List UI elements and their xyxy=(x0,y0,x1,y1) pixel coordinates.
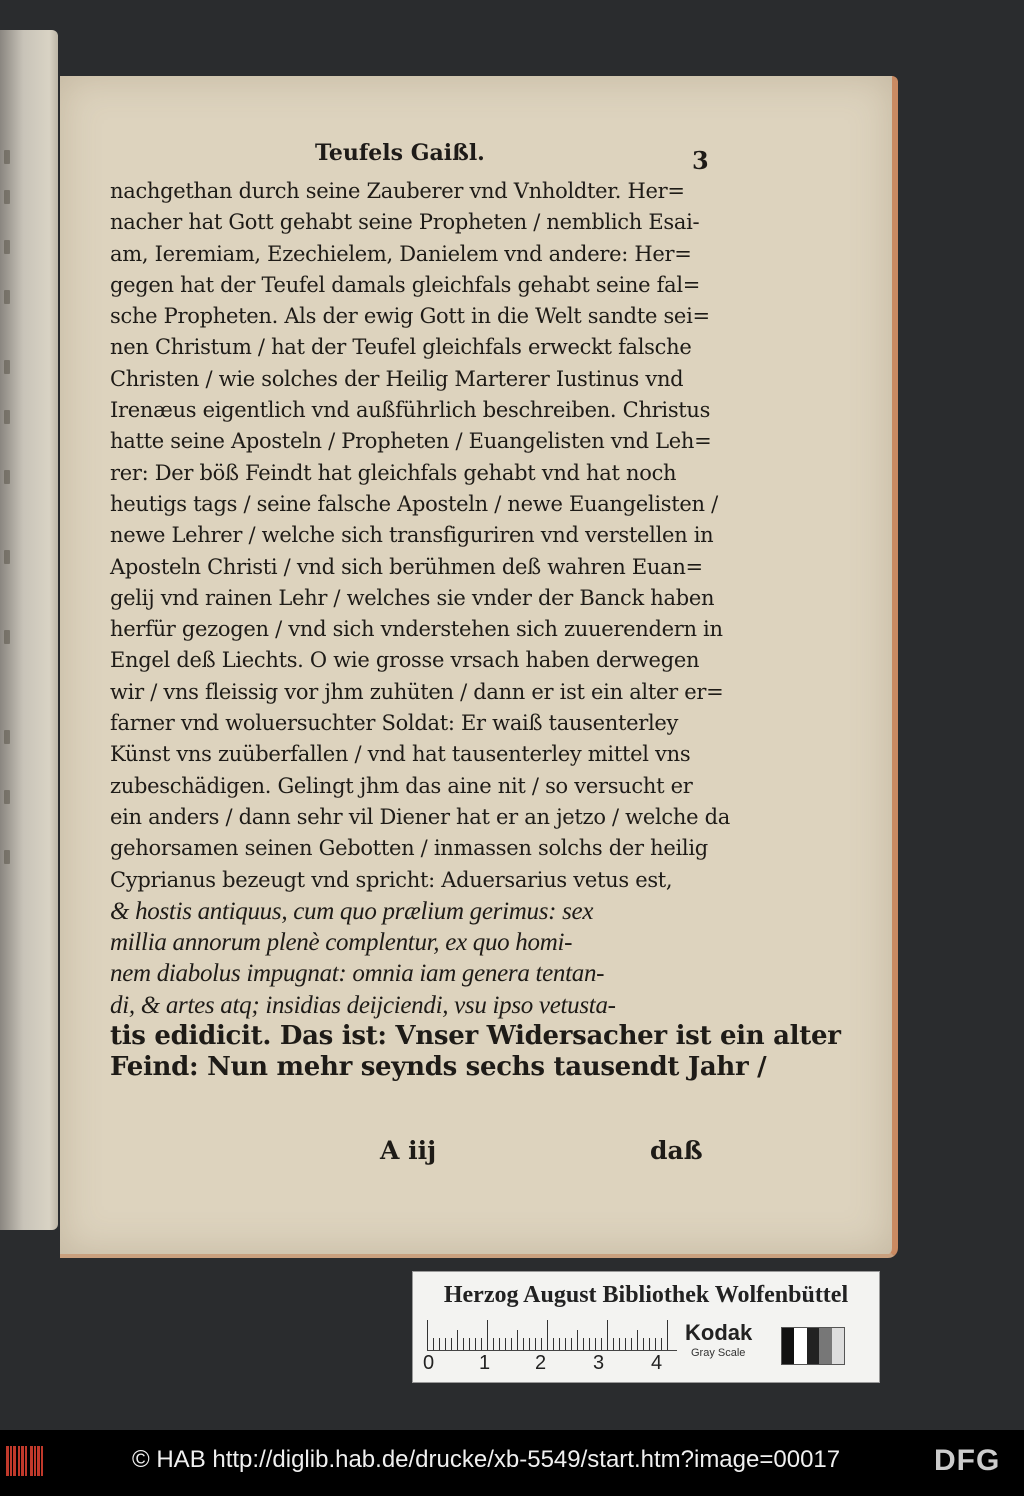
adjacent-page-edge xyxy=(0,30,58,1230)
ruler-number: 1 xyxy=(479,1352,491,1374)
ruler-tick xyxy=(643,1338,644,1350)
barcode-stripe xyxy=(10,1446,12,1476)
ruler-tick xyxy=(649,1338,650,1350)
adjacent-page-mark xyxy=(4,550,10,564)
footer-bar xyxy=(0,1430,1024,1496)
text-line: gelij vnd rainen Lehr / welches sie vnder der Banck haben xyxy=(110,585,715,610)
text-line: Christen / wie solches der Heilig Marterer Iustinus vnd xyxy=(110,366,684,391)
adjacent-page-mark xyxy=(4,290,10,304)
barcode-stripe xyxy=(13,1446,16,1476)
ruler-tick xyxy=(469,1338,470,1350)
ruler-tick xyxy=(565,1338,566,1350)
text-line: sche Propheten. Als der ewig Gott in die Welt sandte sei= xyxy=(110,304,710,329)
ruler-tick xyxy=(667,1320,668,1350)
ruler-number: 3 xyxy=(593,1352,605,1374)
ruler-tick xyxy=(499,1338,500,1350)
text-line-latin: millia annorum plenè complentur, ex quo homi- xyxy=(110,929,573,957)
text-line: nacher hat Gott gehabt seine Propheten / nemblich Esai- xyxy=(110,210,700,235)
text-line: gegen hat der Teufel damals gleichfals gehabt seine fal= xyxy=(110,272,701,297)
ruler-tick xyxy=(511,1338,512,1350)
ruler-tick xyxy=(505,1338,506,1350)
ruler-tick xyxy=(487,1320,488,1350)
ruler-tick xyxy=(595,1338,596,1350)
adjacent-page-mark xyxy=(4,730,10,744)
ruler-tick xyxy=(607,1320,608,1350)
ruler-tick xyxy=(583,1338,584,1350)
ruler-tick xyxy=(589,1338,590,1350)
text-line: Irenæus eigentlich vnd außführlich beschreiben. Christus xyxy=(110,398,711,423)
text-line-latin: & hostis antiquus, cum quo prælium gerimus: sex xyxy=(110,897,594,925)
barcode-stripe xyxy=(6,1446,9,1476)
ruler-tick xyxy=(493,1338,494,1350)
page-text xyxy=(110,176,841,1084)
text-line: Engel deß Liechts. O wie grosse vrsach haben derwegen xyxy=(110,648,700,673)
ruler-tick xyxy=(613,1338,614,1350)
adjacent-page-mark xyxy=(4,410,10,424)
barcode-stripe xyxy=(41,1446,43,1476)
ruler-tick xyxy=(661,1338,662,1350)
ruler-tick xyxy=(523,1338,524,1350)
text-line: heutigs tags / seine falsche Aposteln / newe Euangelisten / xyxy=(110,491,718,516)
text-line: tis edidicit. Das ist: Vnser Widersacher ist ein alter xyxy=(110,1021,841,1052)
ruler-tick xyxy=(451,1338,452,1350)
ruler-tick xyxy=(541,1338,542,1350)
adjacent-page-mark xyxy=(4,190,10,204)
adjacent-page-mark xyxy=(4,630,10,644)
ruler-tick xyxy=(655,1338,656,1350)
text-line: herfür gezogen / vnd sich vnderstehen sich zuuerendern in xyxy=(110,617,723,642)
ruler-tick xyxy=(619,1338,620,1350)
ruler-tick xyxy=(535,1338,536,1350)
adjacent-page-mark xyxy=(4,240,10,254)
ruler-tick xyxy=(637,1330,638,1350)
text-line: zubeschädigen. Gelingt jhm das aine nit / so versucht er xyxy=(110,773,693,798)
ruler-tick xyxy=(553,1338,554,1350)
gray-scale-label: Gray Scale xyxy=(691,1347,746,1359)
ruler-tick xyxy=(571,1338,572,1350)
text-line: nachgethan durch seine Zauberer vnd Vnholdter. Her= xyxy=(110,179,685,203)
library-color-card xyxy=(412,1271,880,1383)
ruler-tick xyxy=(625,1338,626,1350)
ruler-number: 0 xyxy=(423,1352,435,1374)
adjacent-page-mark xyxy=(4,790,10,804)
ruler-tick xyxy=(475,1338,476,1350)
text-line: hatte seine Aposteln / Propheten / Euangelisten vnd Leh= xyxy=(110,429,712,454)
text-line: Cyprianus bezeugt vnd spricht: Aduersarius vetus est, xyxy=(110,867,673,892)
ruler-tick xyxy=(547,1320,548,1350)
text-line: gehorsamen seinen Gebotten / inmassen solchs der heilig xyxy=(110,836,708,861)
barcode-stripe xyxy=(21,1446,24,1476)
text-line: rer: Der böß Feindt hat gleichfals gehabt vnd hat noch xyxy=(110,460,677,485)
page-number: 3 xyxy=(692,146,709,175)
adjacent-page-mark xyxy=(4,470,10,484)
ruler-tick xyxy=(439,1338,440,1350)
dfg-logo: DFG xyxy=(934,1444,1001,1477)
signature-mark: A iij xyxy=(380,1136,437,1165)
text-line: wir / vns fleissig vor jhm zuhüten / dann er ist ein alter er= xyxy=(110,679,724,704)
ruler-tick xyxy=(529,1338,530,1350)
adjacent-page-mark xyxy=(4,850,10,864)
ruler-tick xyxy=(463,1338,464,1350)
text-line: am, Ieremiam, Ezechielem, Danielem vnd andere: Her= xyxy=(110,241,692,266)
barcode-stripe xyxy=(30,1446,33,1476)
ruler-tick xyxy=(427,1320,428,1350)
ruler-tick xyxy=(559,1338,560,1350)
text-line-latin: di, & artes atq; insidias deijciendi, vsu ipso vetusta- xyxy=(110,991,616,1019)
text-line: nen Christum / hat der Teufel gleichfals erweckt falsche xyxy=(110,335,692,360)
adjacent-page-mark xyxy=(4,150,10,164)
ruler-numbers xyxy=(423,1352,683,1376)
library-name: Herzog August Bibliothek Wolfenbüttel xyxy=(443,1282,849,1308)
barcode-stripe xyxy=(34,1446,36,1476)
barcode-stripe xyxy=(18,1446,20,1476)
catchword: daß xyxy=(650,1136,703,1165)
ruler-number: 2 xyxy=(535,1352,547,1374)
text-line-latin: nem diabolus impugnat: omnia iam genera tentan- xyxy=(110,960,605,988)
barcode-icon xyxy=(6,1446,46,1476)
text-line: newe Lehrer / welche sich transfiguriren vnd verstellen in xyxy=(110,523,714,548)
measurement-ruler xyxy=(427,1320,677,1351)
ruler-tick xyxy=(445,1338,446,1350)
text-line: Künst vns zuüberfallen / vnd hat tausenterley mittel vns xyxy=(110,742,691,767)
ruler-tick xyxy=(577,1330,578,1350)
text-line: Feind: Nun mehr seynds sechs tausendt Jahr / xyxy=(110,1052,767,1083)
barcode-stripe xyxy=(25,1446,27,1476)
ruler-tick xyxy=(601,1338,602,1350)
kodak-logo: Kodak xyxy=(685,1320,753,1345)
ruler-number: 4 xyxy=(651,1352,663,1374)
barcode-stripe xyxy=(37,1446,40,1476)
ruler-tick xyxy=(631,1338,632,1350)
text-line: ein anders / dann sehr vil Diener hat er an jetzo / welche da xyxy=(110,804,730,829)
ruler-tick xyxy=(481,1338,482,1350)
ruler-tick xyxy=(433,1338,434,1350)
ruler-tick xyxy=(457,1330,458,1350)
text-line: Aposteln Christi / vnd sich berühmen deß wahren Euan= xyxy=(110,554,703,579)
ruler-tick xyxy=(517,1330,518,1350)
running-head: Teufels Gaißl. xyxy=(315,140,485,166)
copyright-url: © HAB http://diglib.hab.de/drucke/xb-5549/start.htm?image=00017 xyxy=(132,1446,841,1473)
adjacent-page-mark xyxy=(4,360,10,374)
text-line: farner vnd woluersuchter Soldat: Er waiß tausenterley xyxy=(110,711,679,736)
book-page xyxy=(60,76,898,1258)
gray-scale-swatches xyxy=(781,1327,845,1365)
